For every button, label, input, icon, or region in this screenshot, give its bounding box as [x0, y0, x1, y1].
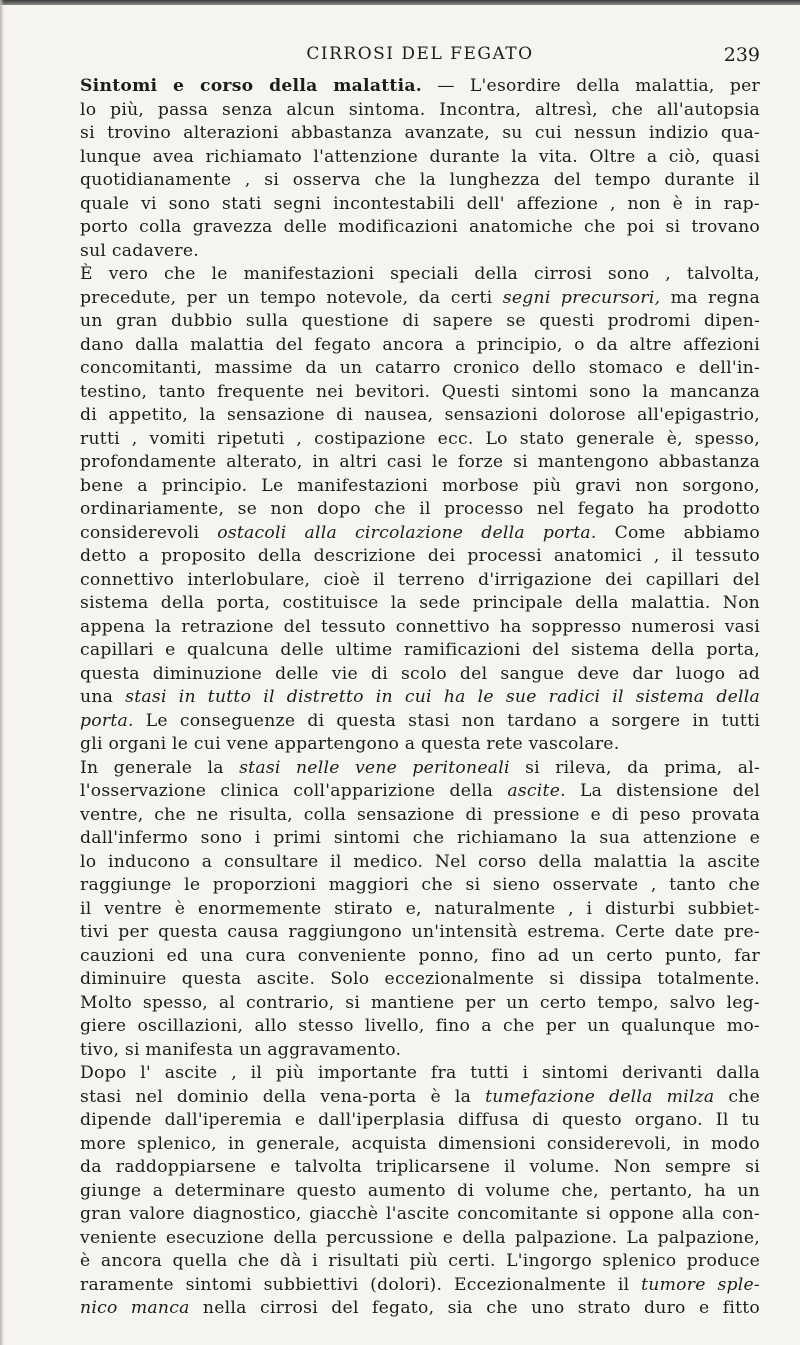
text-line: [80, 710, 760, 734]
text-line: [80, 569, 760, 593]
page-edge-shadow: [0, 0, 4, 1345]
text-line: [80, 287, 760, 311]
line-text: sul cadavere.: [80, 240, 199, 261]
line-text: Le conseguenze di questa stasi non tardano a sorgere in tutti: [133, 710, 760, 731]
line-text: dano dalla malattia del fegato ancora a principio, o da altre affezioni: [80, 334, 760, 355]
text-line: [80, 592, 760, 616]
line-text: gli organi le cui vene appartengono a questa rete vascolare.: [80, 734, 620, 754]
line-text: nella cirrosi del fegato, sia che uno strato duro e fitto: [189, 1298, 760, 1318]
line-text: profondamente alterato, in altri casi le forze si mantengono abbastanza: [80, 452, 760, 472]
line-text: lo più, passa senza alcun sintoma. Incontra, altresì, che all'autopsia: [80, 99, 760, 120]
emphasis-text: ascite.: [507, 781, 566, 801]
emphasis-text: nico manca: [80, 1298, 190, 1318]
line-text: un gran dubbio sulla questione di sapere se questi prodromi dipen-: [80, 311, 760, 331]
text-line: [80, 404, 760, 428]
line-text: che: [714, 1086, 760, 1107]
emphasis-text: segni precursori,: [502, 287, 661, 308]
line-text: rutti , vomiti ripetuti , costipazione ecc. Lo stato generale è, spesso,: [80, 428, 760, 449]
emphasis-text: stasi in tutto il distretto in cui ha le sue radici il sistema della: [125, 687, 760, 707]
text-line: [80, 334, 760, 358]
text-line: [80, 545, 760, 569]
body-text: [80, 75, 760, 1321]
text-line: [80, 381, 760, 405]
line-text: raramente sintomi subbiettivi (dolori). Eccezionalmente il: [80, 1274, 642, 1295]
text-line: [80, 1203, 760, 1227]
emphasis-text: porta.: [80, 710, 134, 731]
line-text: ma regna: [660, 287, 761, 308]
line-text: testino, tanto frequente nei bevitori. Questi sintomi sono la mancanza: [80, 381, 760, 402]
line-text: gran valore diagnostico, giacchè l'ascite concomitante si oppone alla con-: [80, 1204, 760, 1224]
text-line: [80, 99, 760, 123]
line-text: precedute, per un tempo notevole, da certi: [80, 287, 503, 308]
line-text: quale vi sono stati segni incontestabili dell' affezione , non è in rap-: [80, 193, 760, 214]
line-text: detto a proposito della descrizione dei processi anatomici , il tessuto: [80, 546, 760, 566]
line-text: La distensione del: [565, 781, 760, 801]
line-text: considerevoli: [80, 522, 218, 543]
text-line: [80, 75, 760, 99]
line-text: concomitanti, massime da un catarro cronico dello stomaco e dell'in-: [80, 358, 760, 378]
line-text: stasi nel dominio della vena-porta è la: [80, 1086, 486, 1107]
text-line: [80, 874, 760, 898]
line-text: In generale la: [80, 757, 240, 778]
line-text: tivo, si manifesta un aggravamento.: [80, 1039, 402, 1060]
text-line: [80, 686, 760, 710]
text-line: [80, 639, 760, 663]
text-line: [80, 1227, 760, 1251]
text-line: [80, 827, 760, 851]
line-text: connettivo interlobulare, cioè il terreno d'irrigazione dei capillari del: [80, 569, 760, 590]
line-text: cauzioni ed una cura conveniente ponno, fino ad un certo punto, far: [80, 945, 760, 966]
text-line: [80, 428, 760, 452]
text-line: [80, 451, 760, 475]
emphasis-text: ostacoli alla circolazione della porta.: [217, 522, 597, 543]
line-text: da raddoppiarsene e talvolta triplicarsene il volume. Non sempre si: [80, 1157, 760, 1177]
line-text: lo inducono a consultare il medico. Nel corso della malattia la ascite: [80, 851, 760, 872]
line-text: una: [80, 687, 126, 707]
line-text: sistema della porta, costituisce la sede principale della malattia. Non: [80, 593, 760, 613]
emphasis-text: tumore sple-: [641, 1274, 760, 1295]
text-line: [80, 945, 760, 969]
line-text: ventre, che ne risulta, colla sensazione di pressione e di peso provata: [80, 804, 760, 825]
text-line: [80, 921, 760, 945]
text-line: [80, 851, 760, 875]
page-number: 239: [723, 44, 760, 66]
text-line: [80, 1062, 760, 1086]
line-text: questa diminuzione delle vie di scolo del sangue deve dar luogo ad: [80, 663, 760, 684]
line-text: porto colla gravezza delle modificazioni anatomiche che poi si trovano: [80, 217, 760, 237]
text-line: [80, 1156, 760, 1180]
text-line: [80, 216, 760, 240]
text-line: [80, 1297, 760, 1321]
text-line: [80, 169, 760, 193]
text-line: [80, 357, 760, 381]
line-text: È vero che le manifestazioni speciali della cirrosi sono , talvolta,: [80, 264, 760, 284]
page-header: [80, 44, 760, 72]
line-text: diminuire questa ascite. Solo eccezionalmente si dissipa totalmente.: [80, 969, 760, 989]
text-line: [80, 1133, 760, 1157]
emphasis-text: stasi nelle vene peritoneali: [239, 757, 510, 778]
line-text: dipende dall'iperemia e dall'iperplasia diffusa di questo organo. Il tu: [80, 1110, 760, 1130]
text-line: [80, 1180, 760, 1204]
line-text: Come abbiamo: [596, 522, 760, 543]
text-line: [80, 1015, 760, 1039]
line-text: raggiunge le proporzioni maggiori che si sieno osservate , tanto che: [80, 875, 760, 895]
line-text: si trovino alterazioni abbastanza avanzate, su cui nessun indizio qua-: [80, 123, 760, 143]
text-line: [80, 146, 760, 170]
text-line: [80, 780, 760, 804]
text-line: [80, 992, 760, 1016]
line-text: si rileva, da prima, al-: [509, 757, 760, 778]
line-text: dall'infermo sono i primi sintomi che richiamano la sua attenzione e: [80, 828, 760, 848]
line-text: ordinariamente, se non dopo che il processo nel fegato ha prodotto: [80, 499, 760, 519]
line-text: more splenico, in generale, acquista dimensioni considerevoli, in modo: [80, 1133, 760, 1154]
line-text: Dopo l' ascite , il più importante fra tutti i sintomi derivanti dalla: [80, 1063, 760, 1083]
text-line: [80, 1109, 760, 1133]
text-line: [80, 498, 760, 522]
text-line: [80, 1274, 760, 1298]
line-text: è ancora quella che dà i risultati più certi. L'ingorgo splenico produce: [80, 1251, 760, 1271]
section-heading: Sintomi e corso della malattia.: [80, 76, 423, 96]
line-text: bene a principio. Le manifestazioni morbose più gravi non sorgono,: [80, 475, 760, 496]
line-text: giunge a determinare questo aumento di volume che, pertanto, ha un: [80, 1180, 760, 1201]
line-text: giere oscillazioni, allo stesso livello, fino a che per un qualunque mo-: [80, 1016, 760, 1036]
line-text: l'osservazione clinica coll'apparizione della: [80, 781, 508, 801]
top-edge-rule: [0, 0, 800, 5]
text-line: [80, 263, 760, 287]
emphasis-text: tumefazione della milza: [485, 1086, 715, 1107]
text-line: [80, 968, 760, 992]
line-text: veniente esecuzione della percussione e della palpazione. La palpazione,: [80, 1227, 760, 1248]
line-text: tivi per questa causa raggiungono un'intensità estrema. Certe date pre-: [80, 922, 760, 942]
text-line: [80, 757, 760, 781]
text-line: [80, 522, 760, 546]
text-line: [80, 310, 760, 334]
text-line: [80, 898, 760, 922]
line-text: capillari e qualcuna delle ultime ramificazioni del sistema della porta,: [80, 640, 760, 660]
text-line: [80, 475, 760, 499]
text-line: [80, 122, 760, 146]
line-text: Molto spesso, al contrario, si mantiene per un certo tempo, salvo leg-: [80, 992, 760, 1013]
text-line: [80, 616, 760, 640]
text-line: [80, 663, 760, 687]
text-line: [80, 804, 760, 828]
text-line: [80, 193, 760, 217]
line-text: quotidianamente , si osserva che la lunghezza del tempo durante il: [80, 170, 760, 190]
line-text: di appetito, la sensazione di nausea, sensazioni dolorose all'epigastrio,: [80, 405, 760, 425]
running-title: CIRROSI DEL FEGATO: [306, 44, 534, 64]
text-line: [80, 1086, 760, 1110]
line-text: appena la retrazione del tessuto connettivo ha soppresso numerosi vasi: [80, 616, 760, 637]
text-line: [80, 1039, 760, 1063]
text-line: [80, 733, 760, 757]
line-text: il ventre è enormemente stirato e, naturalmente , i disturbi subbiet-: [80, 898, 760, 919]
line-text: lunque avea richiamato l'attenzione durante la vita. Oltre a ciò, quasi: [80, 146, 760, 167]
text-line: [80, 1250, 760, 1274]
text-line: [80, 240, 760, 264]
line-text: — L'esordire della malattia, per: [422, 76, 761, 96]
